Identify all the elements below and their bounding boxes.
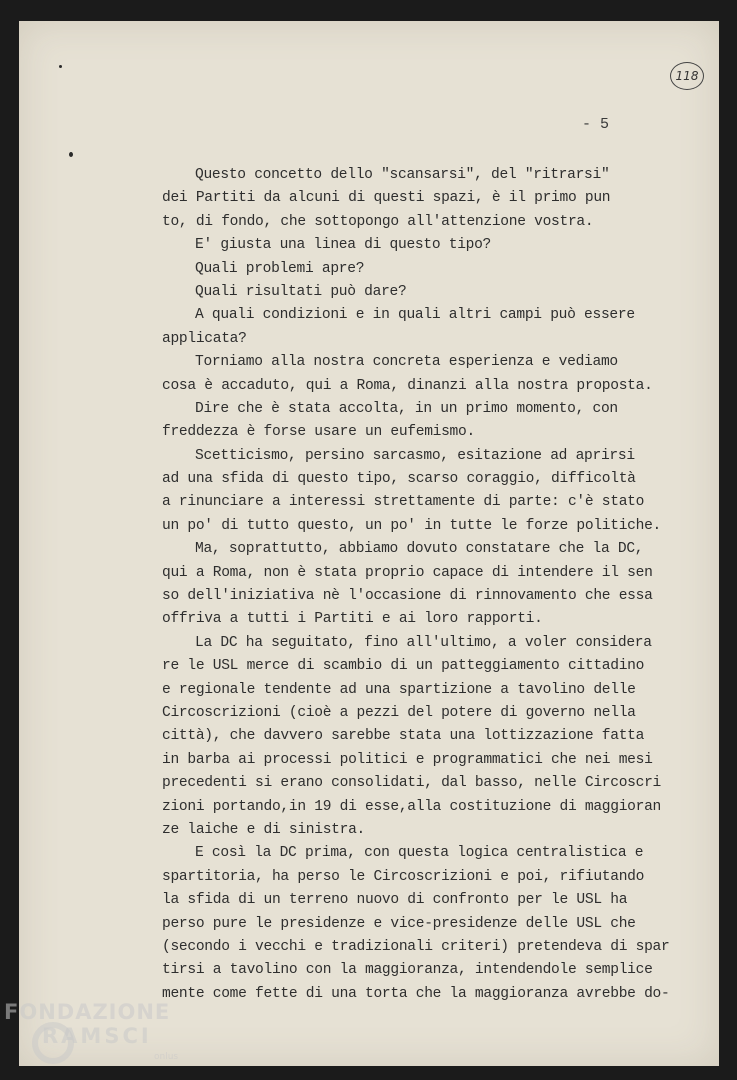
text-line: dei Partiti da alcuni di questi spazi, è il primo pun [162,190,611,207]
text-line: Quali problemi apre? [195,260,365,277]
text-line: città), che davvero sarebbe stata una lottizzazione fatta [162,728,645,745]
ink-mark [69,152,73,157]
text-line: La DC ha seguitato, fino all'ultimo, a voler considera [195,634,652,651]
watermark-line-1: FONDAZIONE [4,1000,171,1024]
text-line: cosa è accaduto, qui a Roma, dinanzi alla nostra proposta. [162,377,653,394]
document-page [19,21,719,1066]
text-line: un po' di tutto questo, un po' in tutte le forze politiche. [162,517,662,534]
text-line: Quali risultati può dare? [195,283,407,300]
text-line: A quali condizioni e in quali altri campi può essere [195,307,635,324]
text-line: perso pure le presidenze e vice-presidenze delle USL che [162,915,636,932]
watermark-line-2: RAMSCI [42,1024,152,1048]
archive-number-stamp: 118 [670,62,704,90]
text-line: in barba ai processi politici e programmatici che nei mesi [162,751,653,768]
text-line: Scetticismo, persino sarcasmo, esitazione ad aprirsi [195,447,635,464]
watermark-g-logo [32,1022,74,1064]
text-line: offriva a tutti i Partiti e ai loro rapporti. [162,611,543,628]
fondazione-gramsci-watermark [4,1000,184,1076]
text-line: a rinunciare a interessi strettamente di parte: c'è stato [162,494,645,511]
text-line: e regionale tendente ad una spartizione a tavolino delle [162,681,636,698]
text-line: Dire che è stata accolta, in un primo momento, con [195,400,618,417]
text-line: (secondo i vecchi e tradizionali criteri) pretendeva di spar [162,938,670,955]
ink-mark [59,65,62,68]
text-line: qui a Roma, non è stata proprio capace di intendere il sen [162,564,653,581]
text-line: ad una sfida di questo tipo, scarso coraggio, difficoltà [162,471,636,488]
text-line: zioni portando,in 19 di esse,alla costituzione di maggioran [162,798,662,815]
text-line: Questo concetto dello "scansarsi", del "ritrarsi" [195,167,610,183]
text-line: E' giusta una linea di questo tipo? [195,237,492,254]
text-line: spartitoria, ha perso le Circoscrizioni e poi, rifiutando [162,868,645,885]
watermark-onlus: onlus [154,1052,179,1062]
text-line: Ma, soprattutto, abbiamo dovuto constatare che la DC, [195,541,644,558]
typed-text-body [162,164,670,1006]
text-line: ze laiche e di sinistra. [162,821,365,838]
text-line: precedenti si erano consolidati, dal basso, nelle Circoscri [162,775,662,792]
text-line: to, di fondo, che sottopongo all'attenzione vostra. [162,213,594,230]
text-line: tirsi a tavolino con la maggioranza, intendendole semplice [162,962,653,979]
text-line: freddezza è forse usare un eufemismo. [162,424,475,441]
text-line: mente come fette di una torta che la maggioranza avrebbe do- [162,985,670,1002]
text-line: applicata? [162,330,247,347]
text-line: Circoscrizioni (cioè a pezzi del potere di governo nella [162,704,636,721]
text-line: E così la DC prima, con questa logica centralistica e [195,845,644,862]
text-line: re le USL merce di scambio di un patteggiamento cittadino [162,658,645,675]
text-line: la sfida di un terreno nuovo di confronto per le USL ha [162,892,628,909]
text-line: so dell'iniziativa nè l'occasione di rinnovamento che essa [162,588,653,605]
page-number: - 5 [582,116,610,133]
text-line: Torniamo alla nostra concreta esperienza e vediamo [195,354,618,371]
